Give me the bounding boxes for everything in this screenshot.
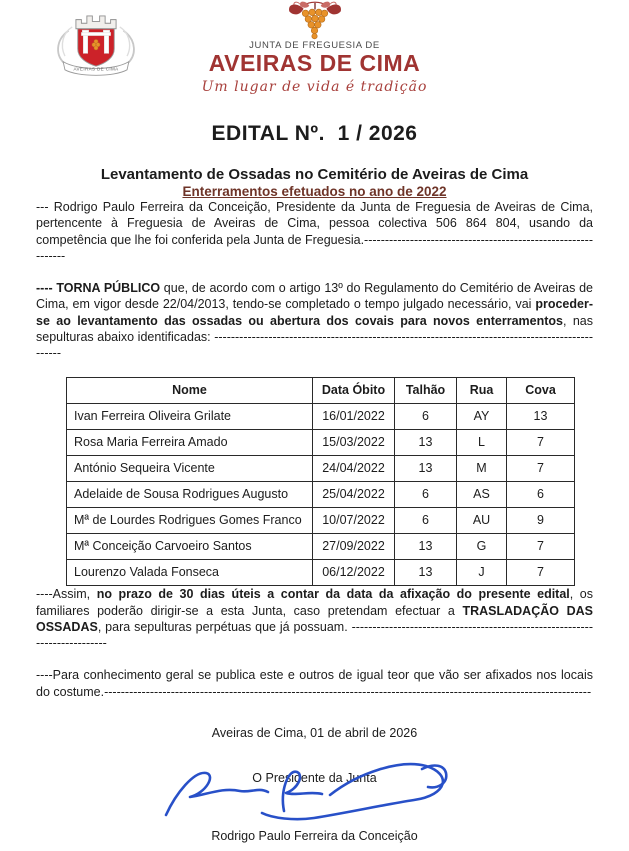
signature-block — [0, 771, 629, 851]
dash-fill: --------------------------------------------------------------------------------------------------------------------- — [104, 684, 592, 699]
edital-number-title: EDITAL Nº. 1 / 2026 — [211, 122, 418, 145]
signer-name: Rodrigo Paulo Ferreira da Conceição — [211, 828, 418, 843]
cell-data-obito: 25/04/2022 — [313, 482, 395, 508]
col-header-data-obito: Data Óbito — [313, 378, 395, 404]
cell-talhao: 6 — [395, 482, 457, 508]
paragraph-text-bold: ---- TORNA PÚBLICO — [36, 281, 161, 295]
cell-data-obito: 10/07/2022 — [313, 508, 395, 534]
cell-nome: Adelaide de Sousa Rodrigues Augusto — [67, 482, 313, 508]
cell-nome: Lourenzo Valada Fonseca — [67, 560, 313, 586]
cell-rua: AY — [457, 404, 507, 430]
table-row — [67, 508, 575, 534]
paragraph-text: que, de acordo com o artigo 13º do Regulamento do Cemitério de Aveiras de Cima, em vigor desde 22/04/2013, tendo-se completado o tempo julgado necessário, vai — [36, 281, 593, 312]
col-header-rua: Rua — [457, 378, 507, 404]
burials-table — [66, 377, 575, 586]
document-header — [0, 0, 629, 96]
cell-nome: Mª de Lourdes Rodrigues Gomes Franco — [67, 508, 313, 534]
cell-nome: Ivan Ferreira Oliveira Grilate — [67, 404, 313, 430]
paragraph-text: ----Para conhecimento geral se publica este e outros de igual teor que vão ser afixados nos locais do costume. — [36, 668, 593, 699]
document-subtitle: Levantamento de Ossadas no Cemitério de Aveiras de Cima — [100, 166, 529, 183]
document-body — [36, 199, 593, 700]
cell-nome: Mª Conceição Carvoeiro Santos — [67, 534, 313, 560]
col-header-talhao: Talhão — [395, 378, 457, 404]
paragraph-text-bold: proceder-se ao levantamento das ossadas ou abertura dos covais para novos enterramentos — [36, 297, 593, 328]
cell-rua: AU — [457, 508, 507, 534]
paragraph-text: ----Assim, — [36, 587, 97, 602]
dash-fill: --------------------------------------------------------------------------- — [36, 619, 593, 650]
cell-data-obito: 24/04/2022 — [313, 456, 395, 482]
org-name: AVEIRAS DE CIMA — [208, 50, 421, 76]
cell-talhao: 13 — [395, 560, 457, 586]
paragraph-text: , para sepulturas perpétuas que já possuam. — [97, 619, 352, 634]
cell-rua: G — [457, 534, 507, 560]
cell-cova: 7 — [507, 430, 575, 456]
document-subtitle-underlined: Enterramentos efetuados no ano de 2022 — [182, 184, 447, 199]
place-and-date: Aveiras de Cima, 01 de abril de 2026 — [211, 725, 418, 740]
cell-talhao: 6 — [395, 404, 457, 430]
cell-cova: 7 — [507, 534, 575, 560]
signer-title: O Presidente da Junta — [252, 770, 377, 785]
org-superline: JUNTA DE FREGUESIA DE — [249, 40, 380, 51]
paragraph-prazo — [36, 586, 593, 651]
cell-talhao: 13 — [395, 534, 457, 560]
table-row — [67, 482, 575, 508]
paragraph-torna-publico — [36, 280, 593, 361]
paragraph-publicacao — [36, 667, 593, 700]
dash-fill: ------------------------------------------------------------------------------------------------- — [36, 329, 593, 360]
paragraph-text: , os familiares poderão dirigir-se a esta Junta, caso pretendam efectuar a — [36, 587, 593, 618]
col-header-cova: Cova — [507, 378, 575, 404]
paragraph-text-bold: no prazo de 30 dias úteis a contar da data da afixação do presente edital — [96, 587, 570, 602]
cell-nome: Rosa Maria Ferreira Amado — [67, 430, 313, 456]
cell-rua: J — [457, 560, 507, 586]
cell-cova: 13 — [507, 404, 575, 430]
paragraph-text-bold: TRASLADAÇÃO DAS OSSADAS — [36, 603, 593, 634]
table-row — [67, 534, 575, 560]
cell-data-obito: 15/03/2022 — [313, 430, 395, 456]
cell-talhao: 13 — [395, 456, 457, 482]
handwritten-signature-icon — [160, 755, 470, 833]
cell-data-obito: 06/12/2022 — [313, 560, 395, 586]
cell-rua: AS — [457, 482, 507, 508]
crest-banner-label: AVEIRAS DE CIMA — [73, 66, 119, 72]
paragraph-text: , nas sepulturas abaixo identificadas: — [36, 313, 593, 344]
cell-data-obito: 16/01/2022 — [313, 404, 395, 430]
cell-rua: L — [457, 430, 507, 456]
paragraph-text: --- Rodrigo Paulo Ferreira da Conceição, Presidente da Junta de Freguesia de Aveiras de Cima, pertencente à Freguesia de Aveiras de Cima, pessoa colectiva 506 864 804, usando da competência que lhe foi conferida pela Junta de Freguesia. — [36, 200, 593, 247]
org-tagline: Um lugar de vida é tradição — [201, 79, 428, 95]
cell-cova: 7 — [507, 560, 575, 586]
cell-cova: 7 — [507, 456, 575, 482]
table-header-row — [67, 378, 575, 404]
cell-data-obito: 27/09/2022 — [313, 534, 395, 560]
cell-cova: 9 — [507, 508, 575, 534]
table-row — [67, 430, 575, 456]
paragraph-president-intro — [36, 199, 593, 264]
cell-cova: 6 — [507, 482, 575, 508]
dash-fill: -------------------------------------------------------------- — [36, 232, 593, 263]
table-row — [67, 456, 575, 482]
brand-block — [0, 0, 629, 95]
cell-rua: M — [457, 456, 507, 482]
grapes-icon — [279, 0, 351, 40]
cell-nome: António Sequeira Vicente — [67, 456, 313, 482]
col-header-nome: Nome — [67, 378, 313, 404]
cell-talhao: 13 — [395, 430, 457, 456]
table-row — [67, 560, 575, 586]
cell-talhao: 6 — [395, 508, 457, 534]
table-row — [67, 404, 575, 430]
